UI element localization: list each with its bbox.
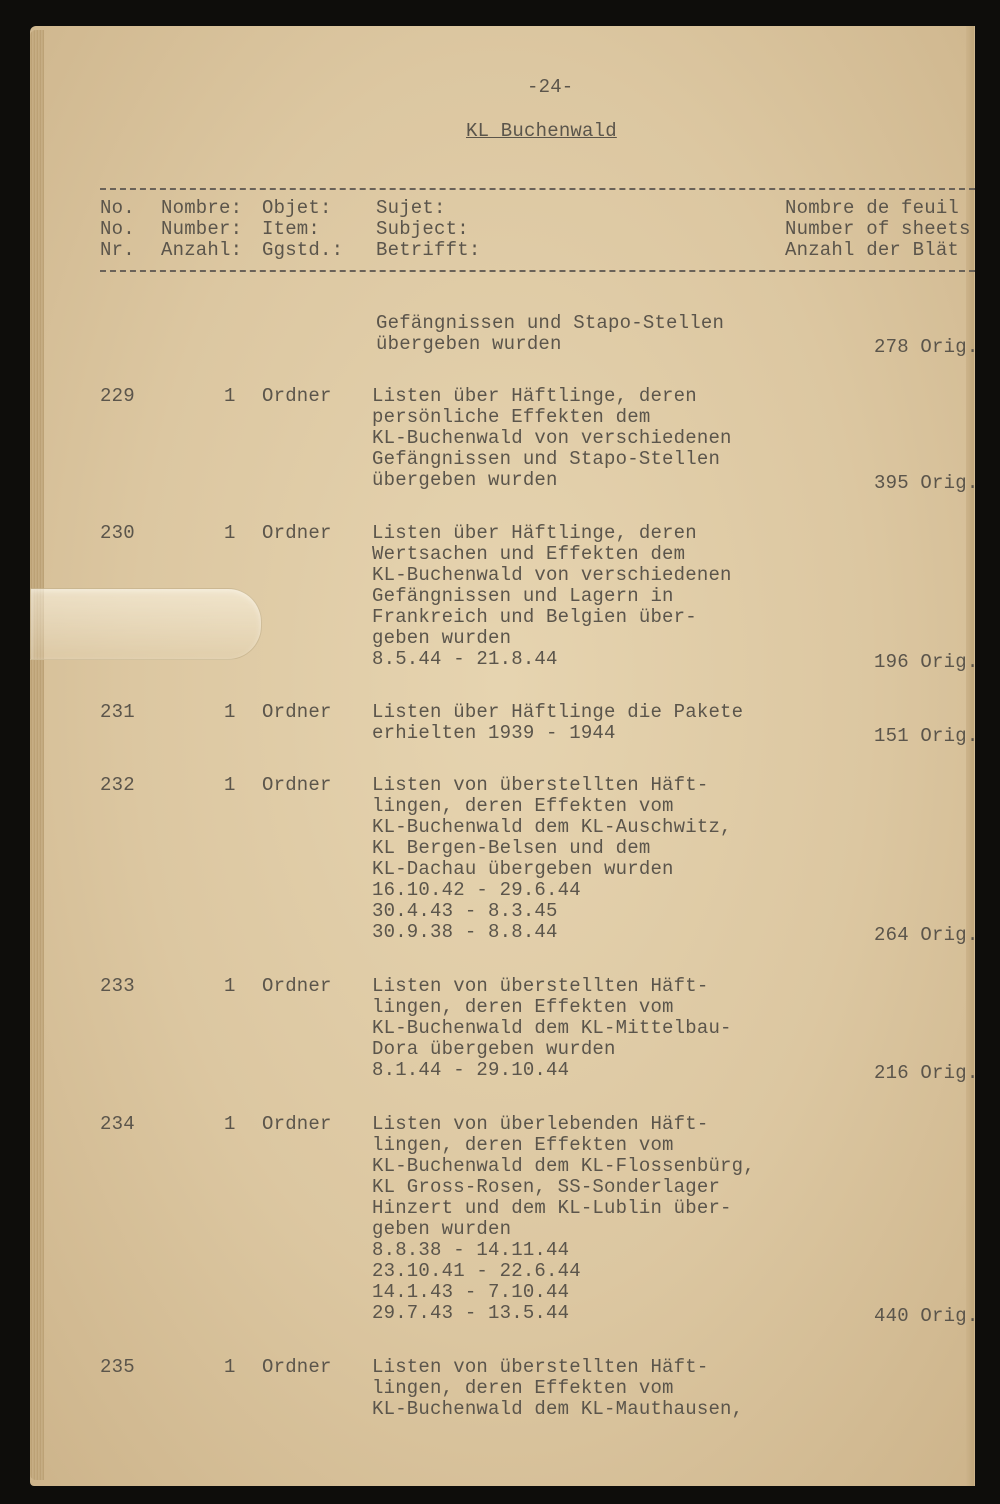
entry-number: 231 (100, 701, 135, 723)
entry-item: Ordner (262, 1356, 332, 1378)
entry-number: 229 (100, 385, 135, 407)
entry-line: lingen, deren Effekten vom (372, 795, 674, 817)
page-stack-edge (30, 30, 44, 1480)
entry-number: 235 (100, 1356, 135, 1378)
entry-line: 8.8.38 - 14.11.44 (372, 1239, 570, 1261)
header-item-de: Ggstd.: (262, 239, 344, 261)
entry-line: persönliche Effekten dem (372, 406, 651, 428)
page-number: -24- (527, 76, 574, 98)
entry-line: erhielten 1939 - 1944 (372, 722, 616, 744)
entry-line: Gefängnissen und Lagern in (372, 585, 674, 607)
header-no-en: No. (100, 218, 135, 240)
entry-count: 1 (224, 385, 236, 407)
entry-line: 8.1.44 - 29.10.44 (372, 1059, 570, 1081)
entry-line: KL-Buchenwald dem KL-Mauthausen, (372, 1398, 744, 1420)
entry-line: KL-Buchenwald dem KL-Mittelbau- (372, 1017, 732, 1039)
header-sheets-en: Number of sheets (785, 218, 971, 240)
entry-line: 14.1.43 - 7.10.44 (372, 1281, 570, 1303)
entry-line: Listen von überlebenden Häft- (372, 1113, 709, 1135)
entry-line: Listen über Häftlinge, deren (372, 522, 697, 544)
entry-line: KL-Buchenwald dem KL-Flossenbürg, (372, 1155, 755, 1177)
entry-line: Dora übergeben wurden (372, 1038, 616, 1060)
header-no-fr: No. (100, 197, 135, 219)
entry-line: Gefängnissen und Stapo-Stellen (372, 448, 721, 470)
entry-line: Gefängnissen und Stapo-Stellen (376, 312, 725, 334)
header-no-de: Nr. (100, 239, 135, 261)
header-count-en: Number: (161, 218, 243, 240)
entry-item: Ordner (262, 522, 332, 544)
document-title: KL Buchenwald (466, 120, 617, 142)
header-rule-bottom (100, 270, 975, 272)
entry-line: übergeben wurden (376, 333, 562, 355)
entry-item: Ordner (262, 1113, 332, 1135)
entry-line: 23.10.41 - 22.6.44 (372, 1260, 581, 1282)
entry-line: KL-Buchenwald von verschiedenen (372, 427, 732, 449)
entry-line: lingen, deren Effekten vom (372, 1134, 674, 1156)
entry-line: Frankreich und Belgien über- (372, 606, 697, 628)
entry-count: 1 (224, 522, 236, 544)
entry-line: 16.10.42 - 29.6.44 (372, 879, 581, 901)
entry-line: KL-Buchenwald von verschiedenen (372, 564, 732, 586)
entry-line: KL-Buchenwald dem KL-Auschwitz, (372, 816, 732, 838)
entry-sheets: 264 Orig. (874, 924, 979, 946)
entry-line: 30.9.38 - 8.8.44 (372, 921, 558, 943)
entry-number: 230 (100, 522, 135, 544)
header-sheets-fr: Nombre de feuil (785, 197, 960, 219)
entry-count: 1 (224, 975, 236, 997)
header-sheets-de: Anzahl der Blät (785, 239, 960, 261)
header-count-fr: Nombre: (161, 197, 243, 219)
entry-item: Ordner (262, 975, 332, 997)
entry-count: 1 (224, 1356, 236, 1378)
entry-count: 1 (224, 774, 236, 796)
entry-line: Wertsachen und Effekten dem (372, 543, 686, 565)
entry-sheets: 440 Orig. (874, 1305, 979, 1327)
entry-line: 8.5.44 - 21.8.44 (372, 648, 558, 670)
binding-edge (966, 26, 974, 1486)
entry-line: Listen von überstellten Häft- (372, 1356, 709, 1378)
entry-count: 1 (224, 1113, 236, 1135)
entry-sheets: 196 Orig. (874, 651, 979, 673)
entry-sheets: 278 Orig. (874, 336, 979, 358)
entry-line: Listen von überstellten Häft- (372, 774, 709, 796)
entry-line: lingen, deren Effekten vom (372, 1377, 674, 1399)
entry-line: KL-Dachau übergeben wurden (372, 858, 674, 880)
header-rule-top (100, 188, 975, 190)
entry-line: KL Bergen-Belsen und dem (372, 837, 651, 859)
entry-item: Ordner (262, 701, 332, 723)
entry-line: übergeben wurden (372, 469, 558, 491)
entry-line: Listen von überstellten Häft- (372, 975, 709, 997)
header-item-en: Item: (262, 218, 321, 240)
header-subject-fr: Sujet: (376, 197, 446, 219)
entry-item: Ordner (262, 385, 332, 407)
paper-clip (30, 588, 262, 660)
entry-line: geben wurden (372, 627, 512, 649)
header-item-fr: Objet: (262, 197, 332, 219)
entry-number: 232 (100, 774, 135, 796)
entry-line: geben wurden (372, 1218, 512, 1240)
entry-item: Ordner (262, 774, 332, 796)
entry-line: KL Gross-Rosen, SS-Sonderlager (372, 1176, 721, 1198)
entry-number: 234 (100, 1113, 135, 1135)
header-subject-en: Subject: (376, 218, 469, 240)
header-count-de: Anzahl: (161, 239, 243, 261)
entry-line: 30.4.43 - 8.3.45 (372, 900, 558, 922)
entry-sheets: 395 Orig. (874, 472, 979, 494)
entry-count: 1 (224, 701, 236, 723)
entry-number: 233 (100, 975, 135, 997)
entry-line: 29.7.43 - 13.5.44 (372, 1302, 570, 1324)
header-subject-de: Betrifft: (376, 239, 481, 261)
entry-line: Hinzert und dem KL-Lublin über- (372, 1197, 732, 1219)
entry-line: Listen über Häftlinge, deren (372, 385, 697, 407)
entry-sheets: 151 Orig. (874, 725, 979, 747)
entry-line: Listen über Häftlinge die Pakete (372, 701, 744, 723)
entry-sheets: 216 Orig. (874, 1062, 979, 1084)
entry-line: lingen, deren Effekten vom (372, 996, 674, 1018)
